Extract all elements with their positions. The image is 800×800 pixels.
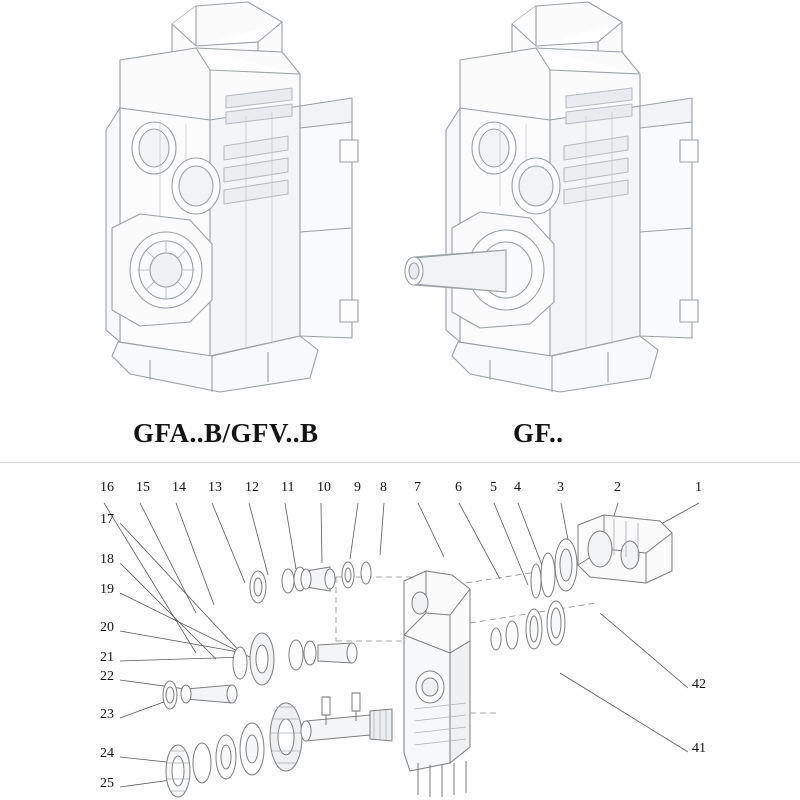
callout-number: 24 [100,746,114,761]
callout-number: 19 [100,582,114,597]
callout-number: 3 [557,480,564,495]
callout-number: 20 [100,620,114,635]
callout-number: 21 [100,650,114,665]
callout-number: 22 [100,669,114,684]
callout-number: 42 [692,677,706,692]
callout-number: 16 [100,480,114,495]
gearbox-drawing-left [0,0,400,410]
callout-number: 11 [281,480,295,495]
callout-number: 25 [100,776,114,791]
callout-number: 1 [695,480,702,495]
callout-number: 6 [455,480,462,495]
callout-number: 41 [692,741,706,756]
caption-right: GF.. [513,418,564,448]
callout-number: 23 [100,707,114,722]
callout-number: 5 [490,480,497,495]
callout-number: 14 [172,480,186,495]
callout-number: 15 [136,480,150,495]
callout-number: 4 [514,480,521,495]
caption-left: GFA..B/GFV..B [133,418,319,448]
callout-number: 12 [245,480,259,495]
callout-number: 8 [380,480,387,495]
callout-number: 10 [317,480,331,495]
callout-number: 7 [414,480,421,495]
exploded-drawing [0,463,800,800]
gearbox-drawing-right [390,0,790,410]
callout-number: 18 [100,552,114,567]
callout-number: 9 [354,480,361,495]
callout-number: 2 [614,480,621,495]
callout-number: 13 [208,480,222,495]
callout-number: 17 [100,512,114,527]
exploded-view [0,463,800,800]
